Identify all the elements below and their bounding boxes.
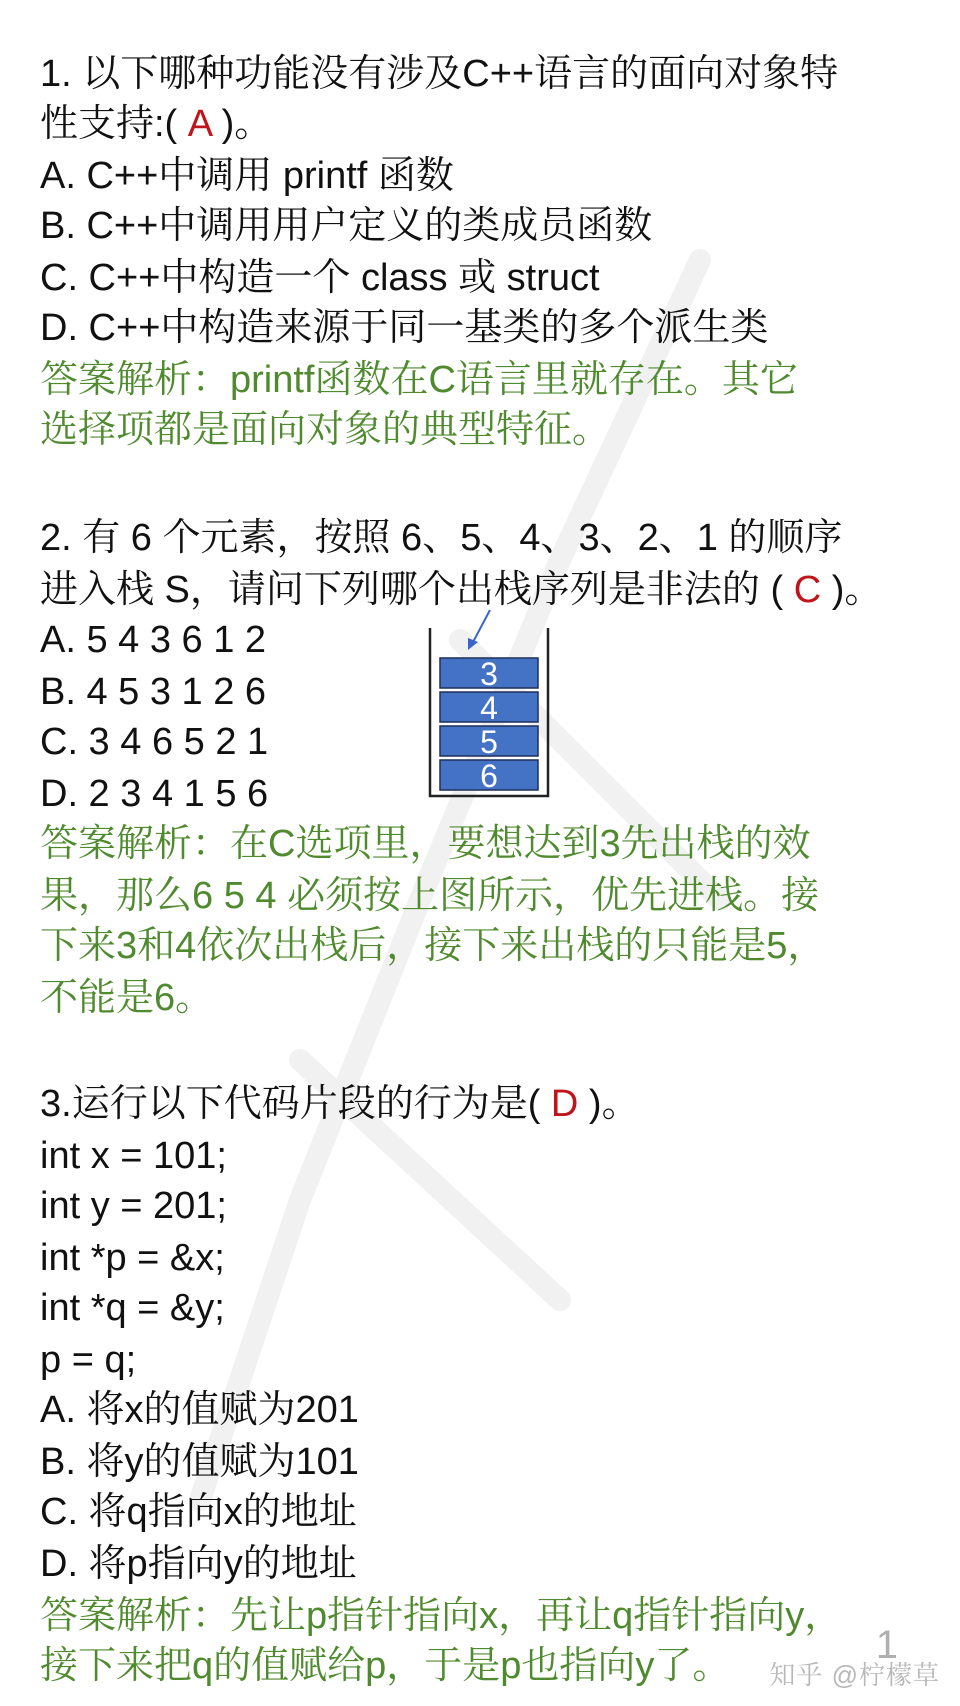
stack-diagram (424, 600, 564, 800)
stack-block-label: 4 (480, 690, 498, 726)
q1-stem-cont: 性支持:( A )。 (40, 103, 273, 145)
q2-answer: C (793, 569, 822, 611)
q3-code-line-3: int *p = &x; (40, 1237, 225, 1279)
q1-option-d: D. C++中构造来源于同一基类的多个派生类 (40, 307, 769, 349)
q3-analysis-line-2: 接下来把q的值赋给p，于是p也指向y了。 (40, 1645, 731, 1687)
q3-option-a: A. 将x的值赋为201 (40, 1389, 359, 1431)
q2-option-c: C. 3 4 6 5 2 1 (40, 721, 269, 763)
q2-analysis-line-4: 不能是6。 (40, 977, 214, 1019)
q2-option-a: A. 5 4 3 6 1 2 (40, 619, 267, 661)
q1-analysis-line-2: 选择项都是面向对象的典型特征。 (40, 409, 611, 451)
q3-option-b: B. 将y的值赋为101 (40, 1441, 359, 1483)
q3-code-line-1: int x = 101; (40, 1135, 227, 1177)
q3-option-d: D. 将p指向y的地址 (40, 1543, 357, 1585)
q2-analysis-line-3: 下来3和4依次出栈后，接下来出栈的只能是5， (40, 925, 826, 967)
q3-option-c: C. 将q指向x的地址 (40, 1491, 357, 1533)
q2-analysis-line-2: 果，那么6 5 4 必须按上图所示，优先进栈。接 (40, 875, 820, 917)
q2-analysis-line-1: 答案解析：在C选项里，要想达到3先出栈的效 (40, 823, 811, 865)
q1-analysis-line-1: 答案解析：printf函数在C语言里就存在。其它 (40, 359, 798, 401)
stack-block-label: 3 (480, 656, 498, 692)
stack-block-label: 6 (480, 758, 498, 794)
q1-option-a: A. C++中调用 printf 函数 (40, 155, 454, 197)
push-arrow-shaft (472, 610, 490, 644)
q2-stem-cont: 进入栈 S，请问下列哪个出栈序列是非法的 ( C )。 (40, 569, 883, 611)
q1-option-c: C. C++中构造一个 class 或 struct (40, 257, 600, 299)
q3-code-line-5: p = q; (40, 1339, 137, 1381)
q3-analysis-line-1: 答案解析：先让p指针指向x，再让q指针指向y， (40, 1595, 843, 1637)
push-arrow-head (468, 638, 478, 650)
q1-option-b: B. C++中调用用户定义的类成员函数 (40, 205, 653, 247)
q2-stem: 2. 有 6 个元素，按照 6、5、4、3、2、1 的顺序 (40, 517, 843, 559)
q3-code-line-2: int y = 201; (40, 1185, 227, 1227)
q1-stem: 1. 以下哪种功能没有涉及C++语言的面向对象特 (40, 53, 839, 95)
q1-answer: A (187, 103, 212, 145)
q2-option-b: B. 4 5 3 1 2 6 (40, 671, 267, 713)
q3-answer: D (550, 1083, 579, 1125)
page-number: 1 (875, 1623, 898, 1667)
stack-block-label: 5 (480, 724, 498, 760)
zhihu-watermark: 知乎 @柠檬草 (769, 1660, 940, 1690)
q3-code-line-4: int *q = &y; (40, 1287, 225, 1329)
q3-stem: 3.运行以下代码片段的行为是( D )。 (40, 1083, 640, 1125)
q2-option-d: D. 2 3 4 1 5 6 (40, 773, 269, 815)
